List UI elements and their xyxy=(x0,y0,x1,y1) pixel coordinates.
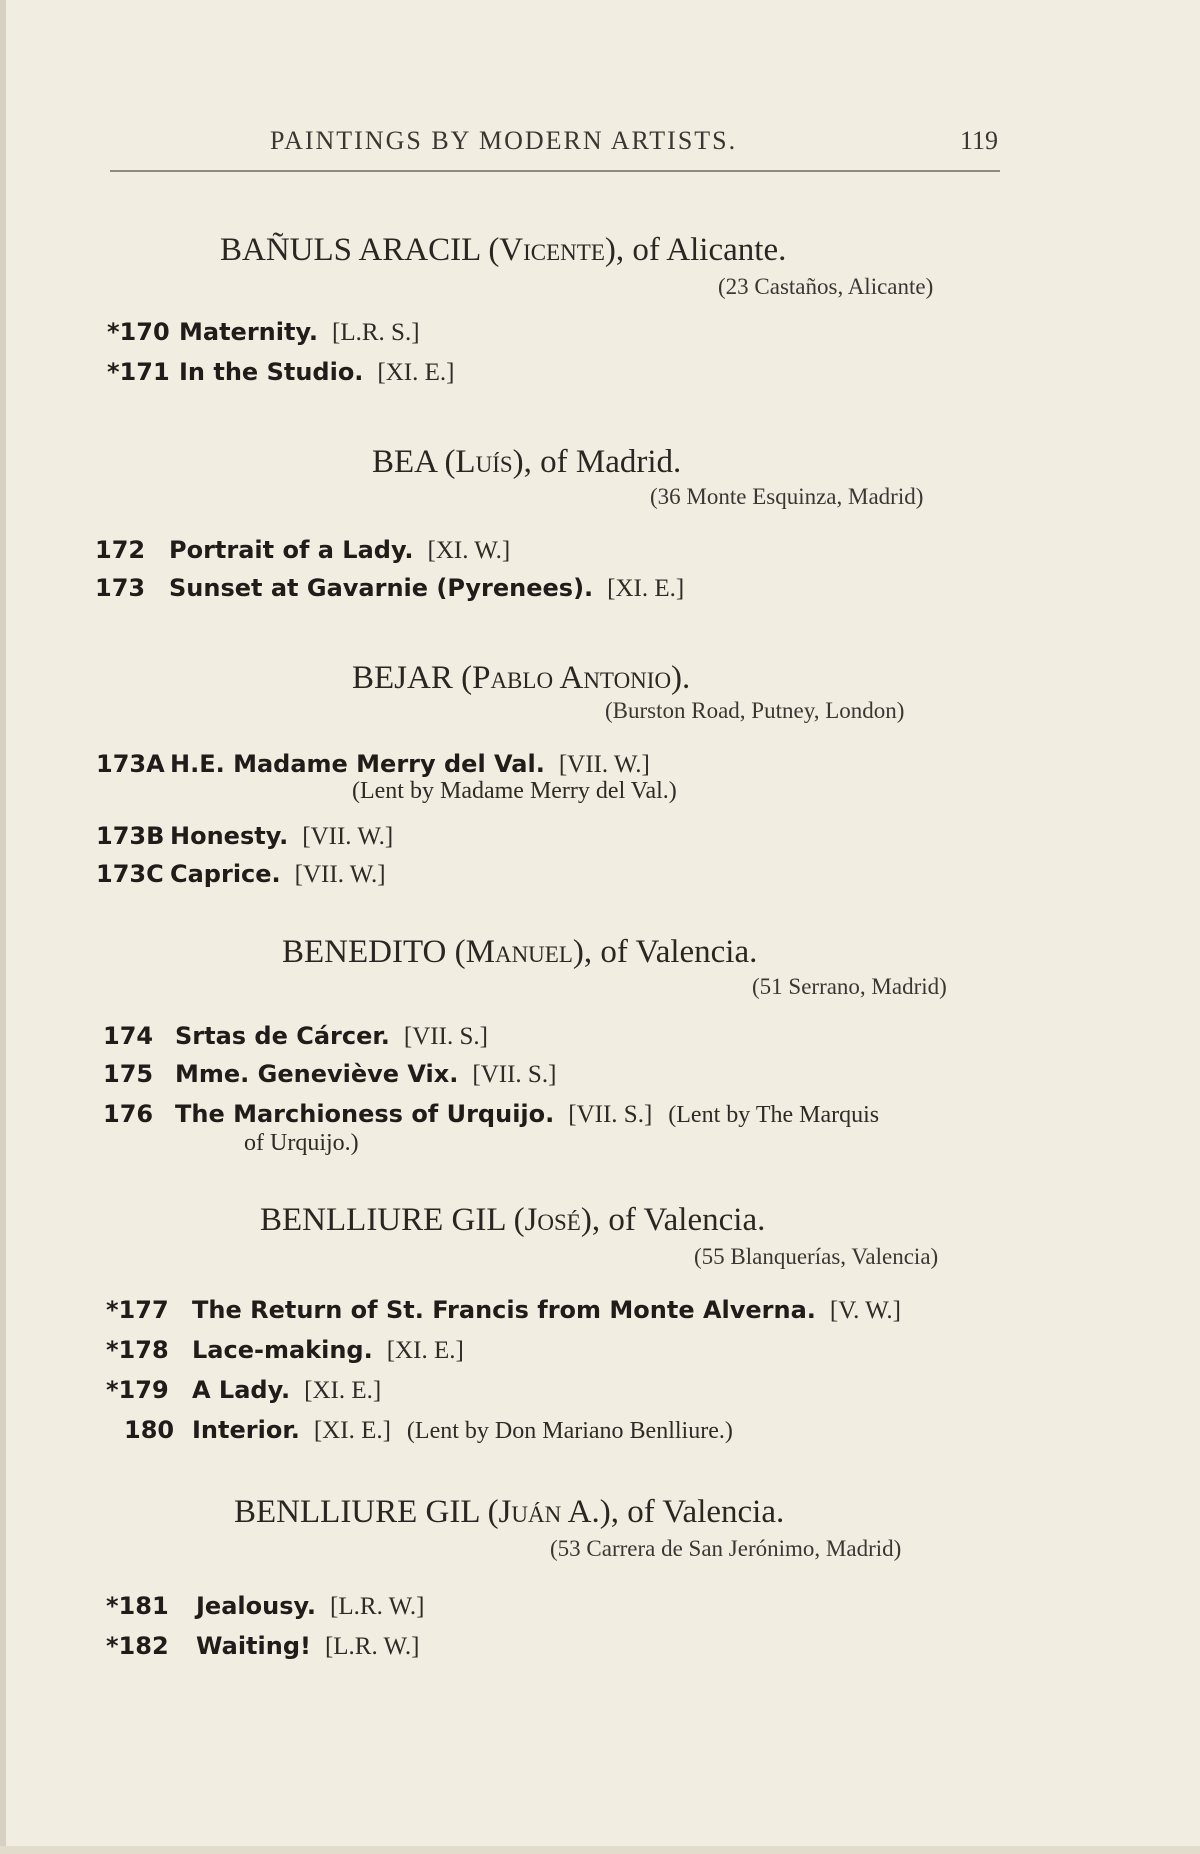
entry-number: 173C xyxy=(96,860,164,888)
entry-number: *179 xyxy=(106,1376,169,1404)
entry-number: *177 xyxy=(106,1296,169,1324)
entry-room: [VII. W.] xyxy=(302,823,394,850)
lender-note: (Lent by The Marquis xyxy=(668,1102,880,1128)
entry-title-text: Waiting! xyxy=(196,1632,311,1660)
entry-room: [XI. W.] xyxy=(427,537,511,564)
entry-number: 175 xyxy=(103,1060,154,1088)
artist-address: (36 Monte Esquinza, Madrid) xyxy=(650,484,924,509)
entry-title xyxy=(169,536,510,565)
artist-name: BENLLIURE GIL xyxy=(234,1494,480,1530)
entry-title xyxy=(196,1632,419,1661)
entry-number: 173 xyxy=(95,574,146,602)
entry-room: [L.R. W.] xyxy=(330,1593,425,1620)
entry-title-text: Mme. Geneviève Vix. xyxy=(175,1060,459,1088)
entry-number: *178 xyxy=(106,1336,169,1364)
page-bottom-edge xyxy=(0,1846,1200,1854)
entry-room: [XI. E.] xyxy=(386,1337,464,1364)
entry-room: [VII. S.] xyxy=(472,1061,557,1088)
artist-origin: , of Valencia. xyxy=(583,934,758,970)
artist-given-name: (Vicente) xyxy=(488,232,616,268)
entry-title xyxy=(169,574,684,603)
entry-number: *170 xyxy=(107,318,170,346)
entry-title-text: Portrait of a Lady. xyxy=(169,536,414,564)
artist-given-name: (Juán A.) xyxy=(487,1494,611,1530)
entry-title-text: Srtas de Cárcer. xyxy=(175,1022,390,1050)
artist-heading xyxy=(352,660,690,697)
artist-name: BAÑULS ARACIL xyxy=(220,232,481,268)
artist-address: (53 Carrera de San Jerónimo, Madrid) xyxy=(550,1536,902,1561)
entry-number: 180 xyxy=(124,1416,175,1444)
entry-title xyxy=(192,1296,901,1325)
entry-title xyxy=(192,1416,733,1445)
entry-title xyxy=(175,1022,488,1051)
entry-room: [XI. E.] xyxy=(377,359,455,386)
lender-note: (Lent by Don Mariano Benlliure.) xyxy=(406,1418,733,1444)
page-header xyxy=(0,120,1200,160)
artist-given-name: (José) xyxy=(513,1202,592,1238)
entry-room: [XI. E.] xyxy=(304,1377,382,1404)
entry-room: [XI. E.] xyxy=(313,1417,391,1444)
header-rule xyxy=(110,170,1000,172)
entry-title-text: Honesty. xyxy=(170,822,289,850)
artist-address: (51 Serrano, Madrid) xyxy=(752,974,947,999)
entry-number: 173A xyxy=(96,750,165,778)
entry-title xyxy=(175,1060,556,1089)
entry-room: [VII. W.] xyxy=(558,751,650,778)
entry-title xyxy=(192,1336,464,1365)
entry-title xyxy=(170,822,393,851)
entry-title-text: Jealousy. xyxy=(196,1592,317,1620)
artist-heading xyxy=(220,232,786,269)
entry-title xyxy=(170,750,650,779)
entry-room: [VII. S.] xyxy=(403,1023,488,1050)
entry-number: 173B xyxy=(96,822,165,850)
artist-heading xyxy=(260,1202,765,1239)
entry-title xyxy=(179,318,420,347)
artist-name: BENEDITO xyxy=(282,934,447,970)
artist-heading xyxy=(234,1494,784,1531)
entry-room: [L.R. W.] xyxy=(324,1633,420,1660)
artist-origin: , of Madrid. xyxy=(523,444,682,480)
entry-title-text: H.E. Madame Merry del Val. xyxy=(170,750,545,778)
entry-title xyxy=(179,358,454,387)
entry-number: 174 xyxy=(103,1022,154,1050)
running-head: PAINTINGS BY MODERN ARTISTS. xyxy=(270,126,738,155)
artist-address: (Burston Road, Putney, London) xyxy=(605,698,905,723)
entry-title xyxy=(192,1376,381,1405)
entry-title-text: Caprice. xyxy=(170,860,281,888)
artist-given-name: (Pablo Antonio). xyxy=(461,660,691,696)
entry-title-text: Sunset at Gavarnie (Pyrenees). xyxy=(169,574,594,602)
artist-name: BENLLIURE GIL xyxy=(260,1202,506,1238)
artist-address: (23 Castaños, Alicante) xyxy=(718,274,934,299)
entry-title-text: Maternity. xyxy=(179,318,319,346)
artist-name: BEJAR xyxy=(352,660,453,696)
entry-room: [V. W.] xyxy=(829,1297,902,1324)
artist-heading xyxy=(282,934,757,971)
entry-title-text: The Marchioness of Urquijo. xyxy=(175,1100,555,1128)
entry-number: 176 xyxy=(103,1100,154,1128)
entry-room: [L.R. S.] xyxy=(332,319,420,346)
entry-title xyxy=(170,860,386,889)
entry-room: [VII. W.] xyxy=(294,861,386,888)
entry-number: *171 xyxy=(107,358,170,386)
lender-note-continued: of Urquijo.) xyxy=(244,1130,359,1156)
artist-origin: , of Valencia. xyxy=(610,1494,785,1530)
entry-title-text: Lace-making. xyxy=(192,1336,373,1364)
artist-origin: , of Alicante. xyxy=(615,232,787,268)
page-binding-edge xyxy=(0,0,6,1854)
entry-room: [VII. S.] xyxy=(568,1101,653,1128)
lender-note: (Lent by Madame Merry del Val.) xyxy=(352,778,677,804)
entry-title xyxy=(196,1592,425,1621)
artist-origin: , of Valencia. xyxy=(591,1202,766,1238)
artist-given-name: (Manuel) xyxy=(454,934,584,970)
entry-title-text: The Return of St. Francis from Monte Alverna. xyxy=(192,1296,816,1324)
entry-number: *181 xyxy=(106,1592,169,1620)
entry-number: 172 xyxy=(95,536,146,564)
page-number: 119 xyxy=(960,126,999,155)
entry-title-text: In the Studio. xyxy=(179,358,364,386)
entry-title-text: A Lady. xyxy=(192,1376,291,1404)
artist-heading xyxy=(372,444,681,481)
artist-given-name: (Luís) xyxy=(444,444,524,480)
entry-number: *182 xyxy=(106,1632,169,1660)
entry-room: [XI. E.] xyxy=(607,575,685,602)
entry-title-text: Interior. xyxy=(192,1416,300,1444)
entry-title xyxy=(175,1100,879,1129)
artist-name: BEA xyxy=(372,444,437,480)
artist-address: (55 Blanquerías, Valencia) xyxy=(694,1244,939,1269)
